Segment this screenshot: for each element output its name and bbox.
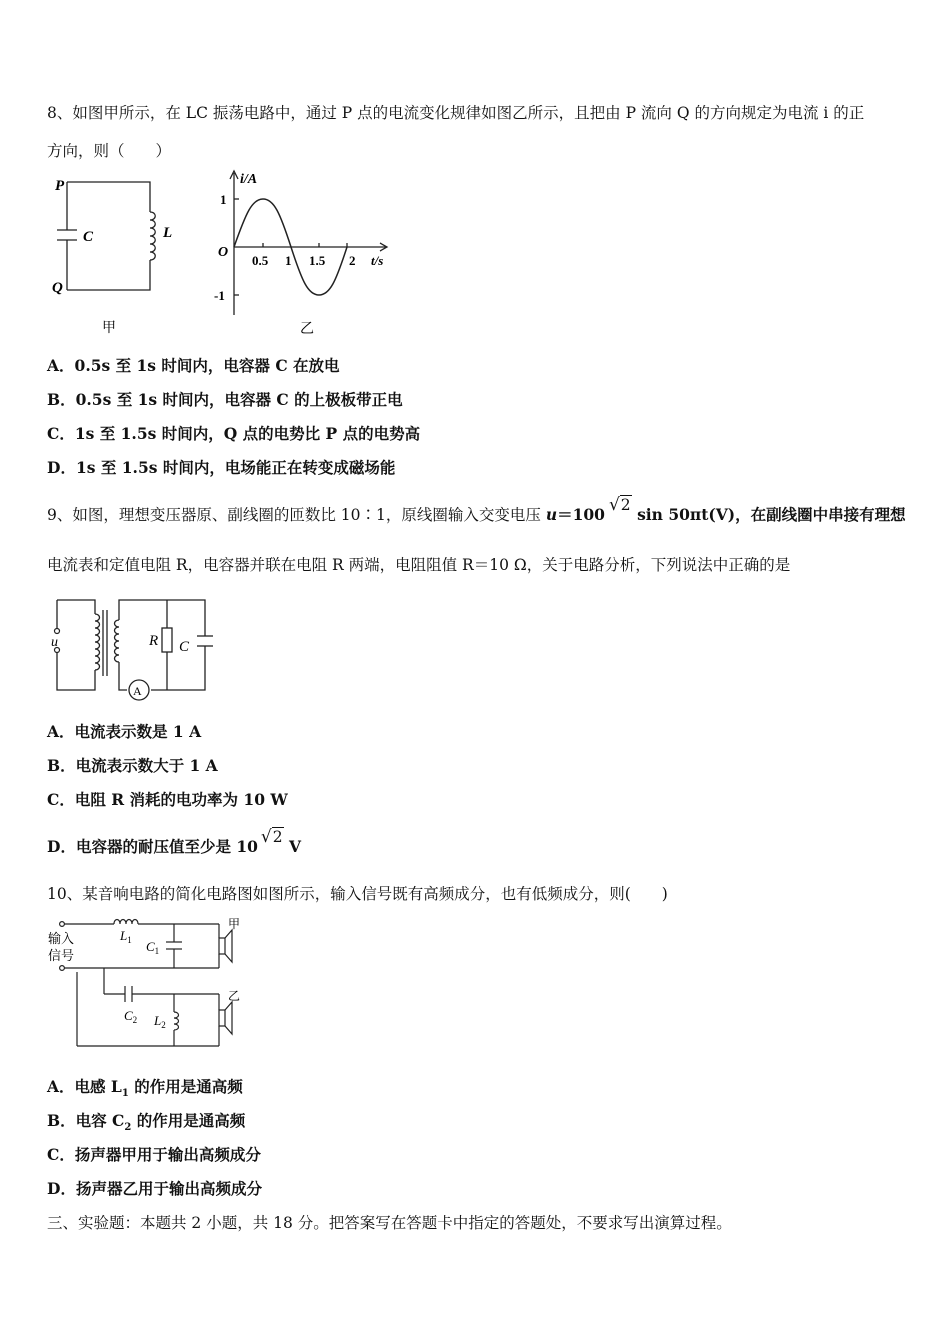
y-tick-1: 1	[220, 192, 227, 207]
q8-option-d: D．1s 至 1.5s 时间内，电场能正在转变成磁场能	[47, 458, 396, 477]
q9-option-a: A．电流表示数是 1 A	[47, 722, 202, 741]
svg-text:i/A	[240, 172, 257, 187]
y-tick-neg1: -1	[214, 288, 225, 303]
label-R: R	[149, 633, 159, 649]
caption-jia: 甲	[102, 321, 116, 336]
svg-text:L1: $L_1$	[120, 928, 132, 945]
label-input-1: 输入	[48, 931, 75, 946]
x-axis-label: t/s	[371, 253, 384, 268]
caption-yi: 乙	[300, 322, 314, 337]
q10-stem: 10、某音响电路的简化电路图如图所示，输入信号既有高频成分，也有低频成分，则( )	[47, 885, 668, 903]
q9-stem-line1: 9、如图，理想变压器原、副线圈的匝数比 10∶1，原线圈输入交变电压 u＝100 √2 sin 50πt(V)，在副线圈中串接有理想	[47, 495, 906, 524]
label-P: P	[55, 178, 65, 194]
q8-figure-lc-circuit	[47, 170, 177, 340]
label-Q: Q	[52, 280, 63, 296]
label-speaker-yi: 乙	[228, 989, 241, 1003]
q10-option-d: D．扬声器乙用于输出高频成分	[47, 1179, 262, 1198]
section-3-heading: 三、实验题：本题共 2 小题，共 18 分。把答案写在答题卡中指定的答题处，不要求写出演算过程。	[47, 1214, 732, 1232]
label-C1: C	[146, 939, 155, 954]
label-C: C	[83, 229, 94, 245]
q9-stem-line2: 电流表和定值电阻 R，电容器并联在电阻 R 两端，电阻阻值 R＝10 Ω，关于电路分析，下列说法中正确的是	[47, 556, 791, 574]
q9-option-c: C．电阻 R 消耗的电功率为 10 W	[47, 790, 288, 809]
q8-option-a: A．0.5s 至 1s 时间内，电容器 C 在放电	[47, 356, 340, 375]
q8-stem-line1: 8、如图甲所示，在 LC 振荡电路中，通过 P 点的电流变化规律如图乙所示，且把由 P 流向 Q 的方向规定为电流 i 的正	[47, 104, 865, 122]
sqrt-2: √2	[608, 495, 631, 515]
q9-option-b: B．电流表示数大于 1 A	[47, 756, 218, 775]
label-L1: L	[120, 928, 128, 943]
svg-text:C2: $C_2$	[124, 1008, 138, 1025]
ammeter-icon: A	[133, 684, 142, 698]
q8-stem-line2: 方向，则（ ）	[47, 142, 172, 160]
q9-option-d: D．电容器的耐压值至少是 10 √2 V	[47, 827, 302, 856]
label-u: u	[51, 635, 58, 650]
label-input-2: 信号	[48, 948, 75, 963]
label-C2: C	[124, 1008, 133, 1023]
label-speaker-jia: 甲	[228, 917, 241, 931]
q9-figure-transformer-circuit	[47, 590, 222, 705]
label-L2: L	[154, 1013, 162, 1028]
q10-figure-crossover-circuit	[44, 912, 249, 1057]
q8-option-c: C．1s 至 1.5s 时间内，Q 点的电势比 P 点的电势高	[47, 424, 421, 443]
q10-option-a: A．电感 $L_1$ 的作用是通高频	[47, 1077, 243, 1100]
q10-option-c: C．扬声器甲用于输出高频成分	[47, 1145, 261, 1164]
y-axis-label: i/A	[240, 172, 258, 187]
x-tick-0.5: 0.5	[252, 253, 269, 268]
origin-label: O	[218, 245, 229, 260]
q10-option-b: B．电容 $C_2$ 的作用是通高频	[47, 1111, 246, 1134]
label-L: L	[163, 225, 173, 241]
x-tick-1: 1	[285, 253, 292, 268]
svg-text:C1: $C_1$	[146, 939, 160, 956]
sqrt-2-option: √2	[260, 827, 283, 847]
q8-option-b: B．0.5s 至 1s 时间内，电容器 C 的上极板带正电	[47, 390, 403, 409]
q8-figure-current-graph	[210, 165, 400, 340]
label-C: C	[179, 639, 190, 655]
x-tick-2: 2	[349, 253, 356, 268]
svg-text:L2: $L_2$	[154, 1013, 166, 1030]
x-tick-1.5: 1.5	[309, 253, 326, 268]
